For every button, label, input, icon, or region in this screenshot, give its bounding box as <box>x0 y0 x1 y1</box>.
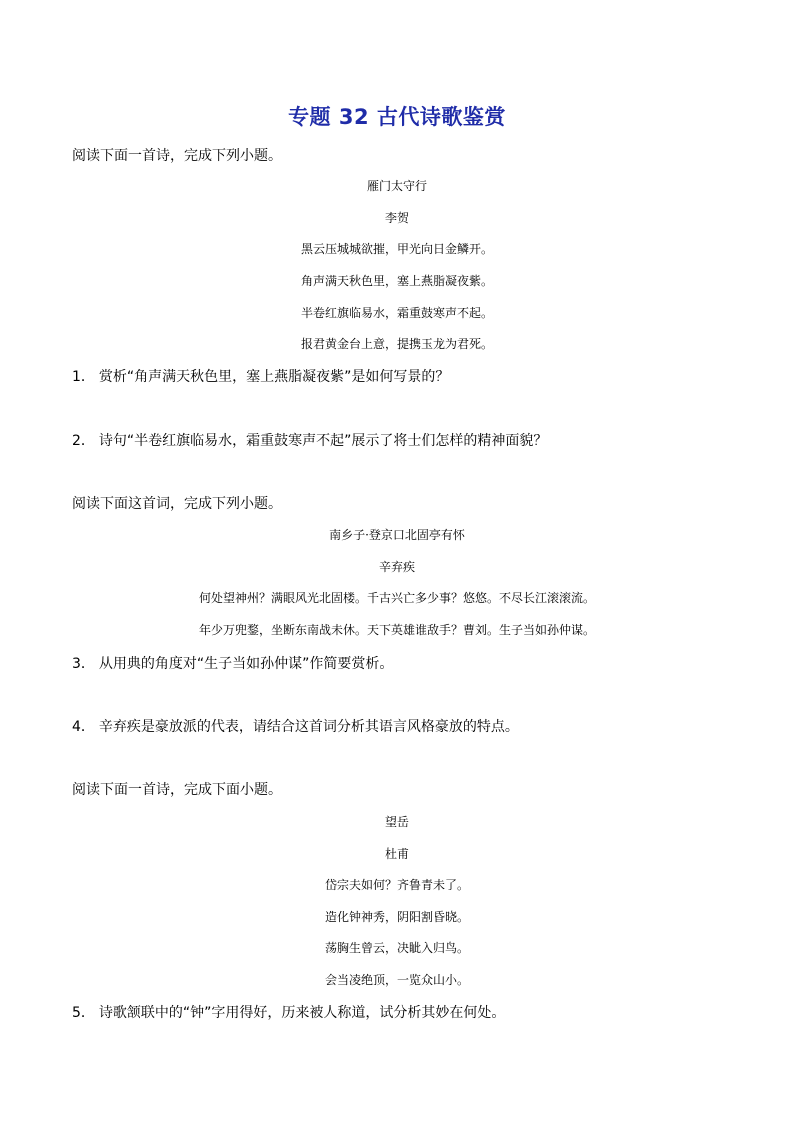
question-number: 1． <box>72 369 95 385</box>
question-3 <box>72 654 393 674</box>
section-1-poem-line: 黑云压城城欲摧，甲光向日金鳞开。 <box>300 242 493 256</box>
question-text: 诗歌颔联中的“钟”字用得好，历来被人称道，试分析其妙在何处。 <box>98 1005 506 1021</box>
question-5 <box>72 1003 505 1023</box>
section-2-poem-line: 年少万兜鍪，坐断东南战未休。天下英雄谁敌手？曹刘。生子当如孙仲谋。 <box>198 623 595 637</box>
question-2 <box>72 431 547 451</box>
section-2-author: 辛弃疾 <box>378 560 415 574</box>
section-1-author: 李贺 <box>384 211 409 225</box>
section-1-poem-line: 半卷红旗临易水，霜重鼓寒声不起。 <box>300 306 493 320</box>
question-number: 2． <box>72 433 95 449</box>
section-2-poem-title: 南乡子·登京口北固亭有怀 <box>329 528 465 542</box>
section-3-poem-line: 岱宗夫如何？齐鲁青未了。 <box>324 878 469 892</box>
section-3-poem-line: 荡胸生曾云，决眦入归鸟。 <box>324 941 469 955</box>
question-text: 辛弃疾是豪放派的代表，请结合这首词分析其语言风格豪放的特点。 <box>98 719 519 735</box>
section-3-author: 杜甫 <box>384 847 409 861</box>
question-4 <box>72 717 519 737</box>
section-1-poem-line: 报君黄金台上意，提携玉龙为君死。 <box>300 337 493 351</box>
section-3-poem-line: 造化钟神秀，阴阳割昏晓。 <box>324 910 469 924</box>
section-1-intro: 阅读下面一首诗，完成下列小题。 <box>72 148 282 164</box>
section-1-poem-line: 角声满天秋色里，塞上燕脂凝夜紫。 <box>300 274 493 288</box>
question-1 <box>72 367 449 387</box>
question-number: 4． <box>72 719 95 735</box>
question-text: 赏析“角声满天秋色里，塞上燕脂凝夜紫”是如何写景的？ <box>98 369 450 385</box>
section-2-poem-line: 何处望神州？满眼风光北固楼。千古兴亡多少事？悠悠。不尽长江滚滚流。 <box>198 591 595 605</box>
section-3-poem-title: 望岳 <box>384 815 409 829</box>
question-text: 从用典的角度对“生子当如孙仲谋”作简要赏析。 <box>98 656 394 672</box>
section-3-poem-line: 会当凌绝顶，一览众山小。 <box>324 973 469 987</box>
question-number: 5． <box>72 1005 95 1021</box>
question-text: 诗句“半卷红旗临易水，霜重鼓寒声不起”展示了将士们怎样的精神面貌？ <box>98 433 548 449</box>
section-3-intro: 阅读下面一首诗，完成下面小题。 <box>72 782 282 798</box>
section-2-intro: 阅读下面这首词，完成下列小题。 <box>72 496 282 512</box>
question-number: 3． <box>72 656 95 672</box>
document-title: 专题 32 古代诗歌鉴赏 <box>288 105 506 129</box>
section-1-poem-title: 雁门太守行 <box>366 179 427 193</box>
